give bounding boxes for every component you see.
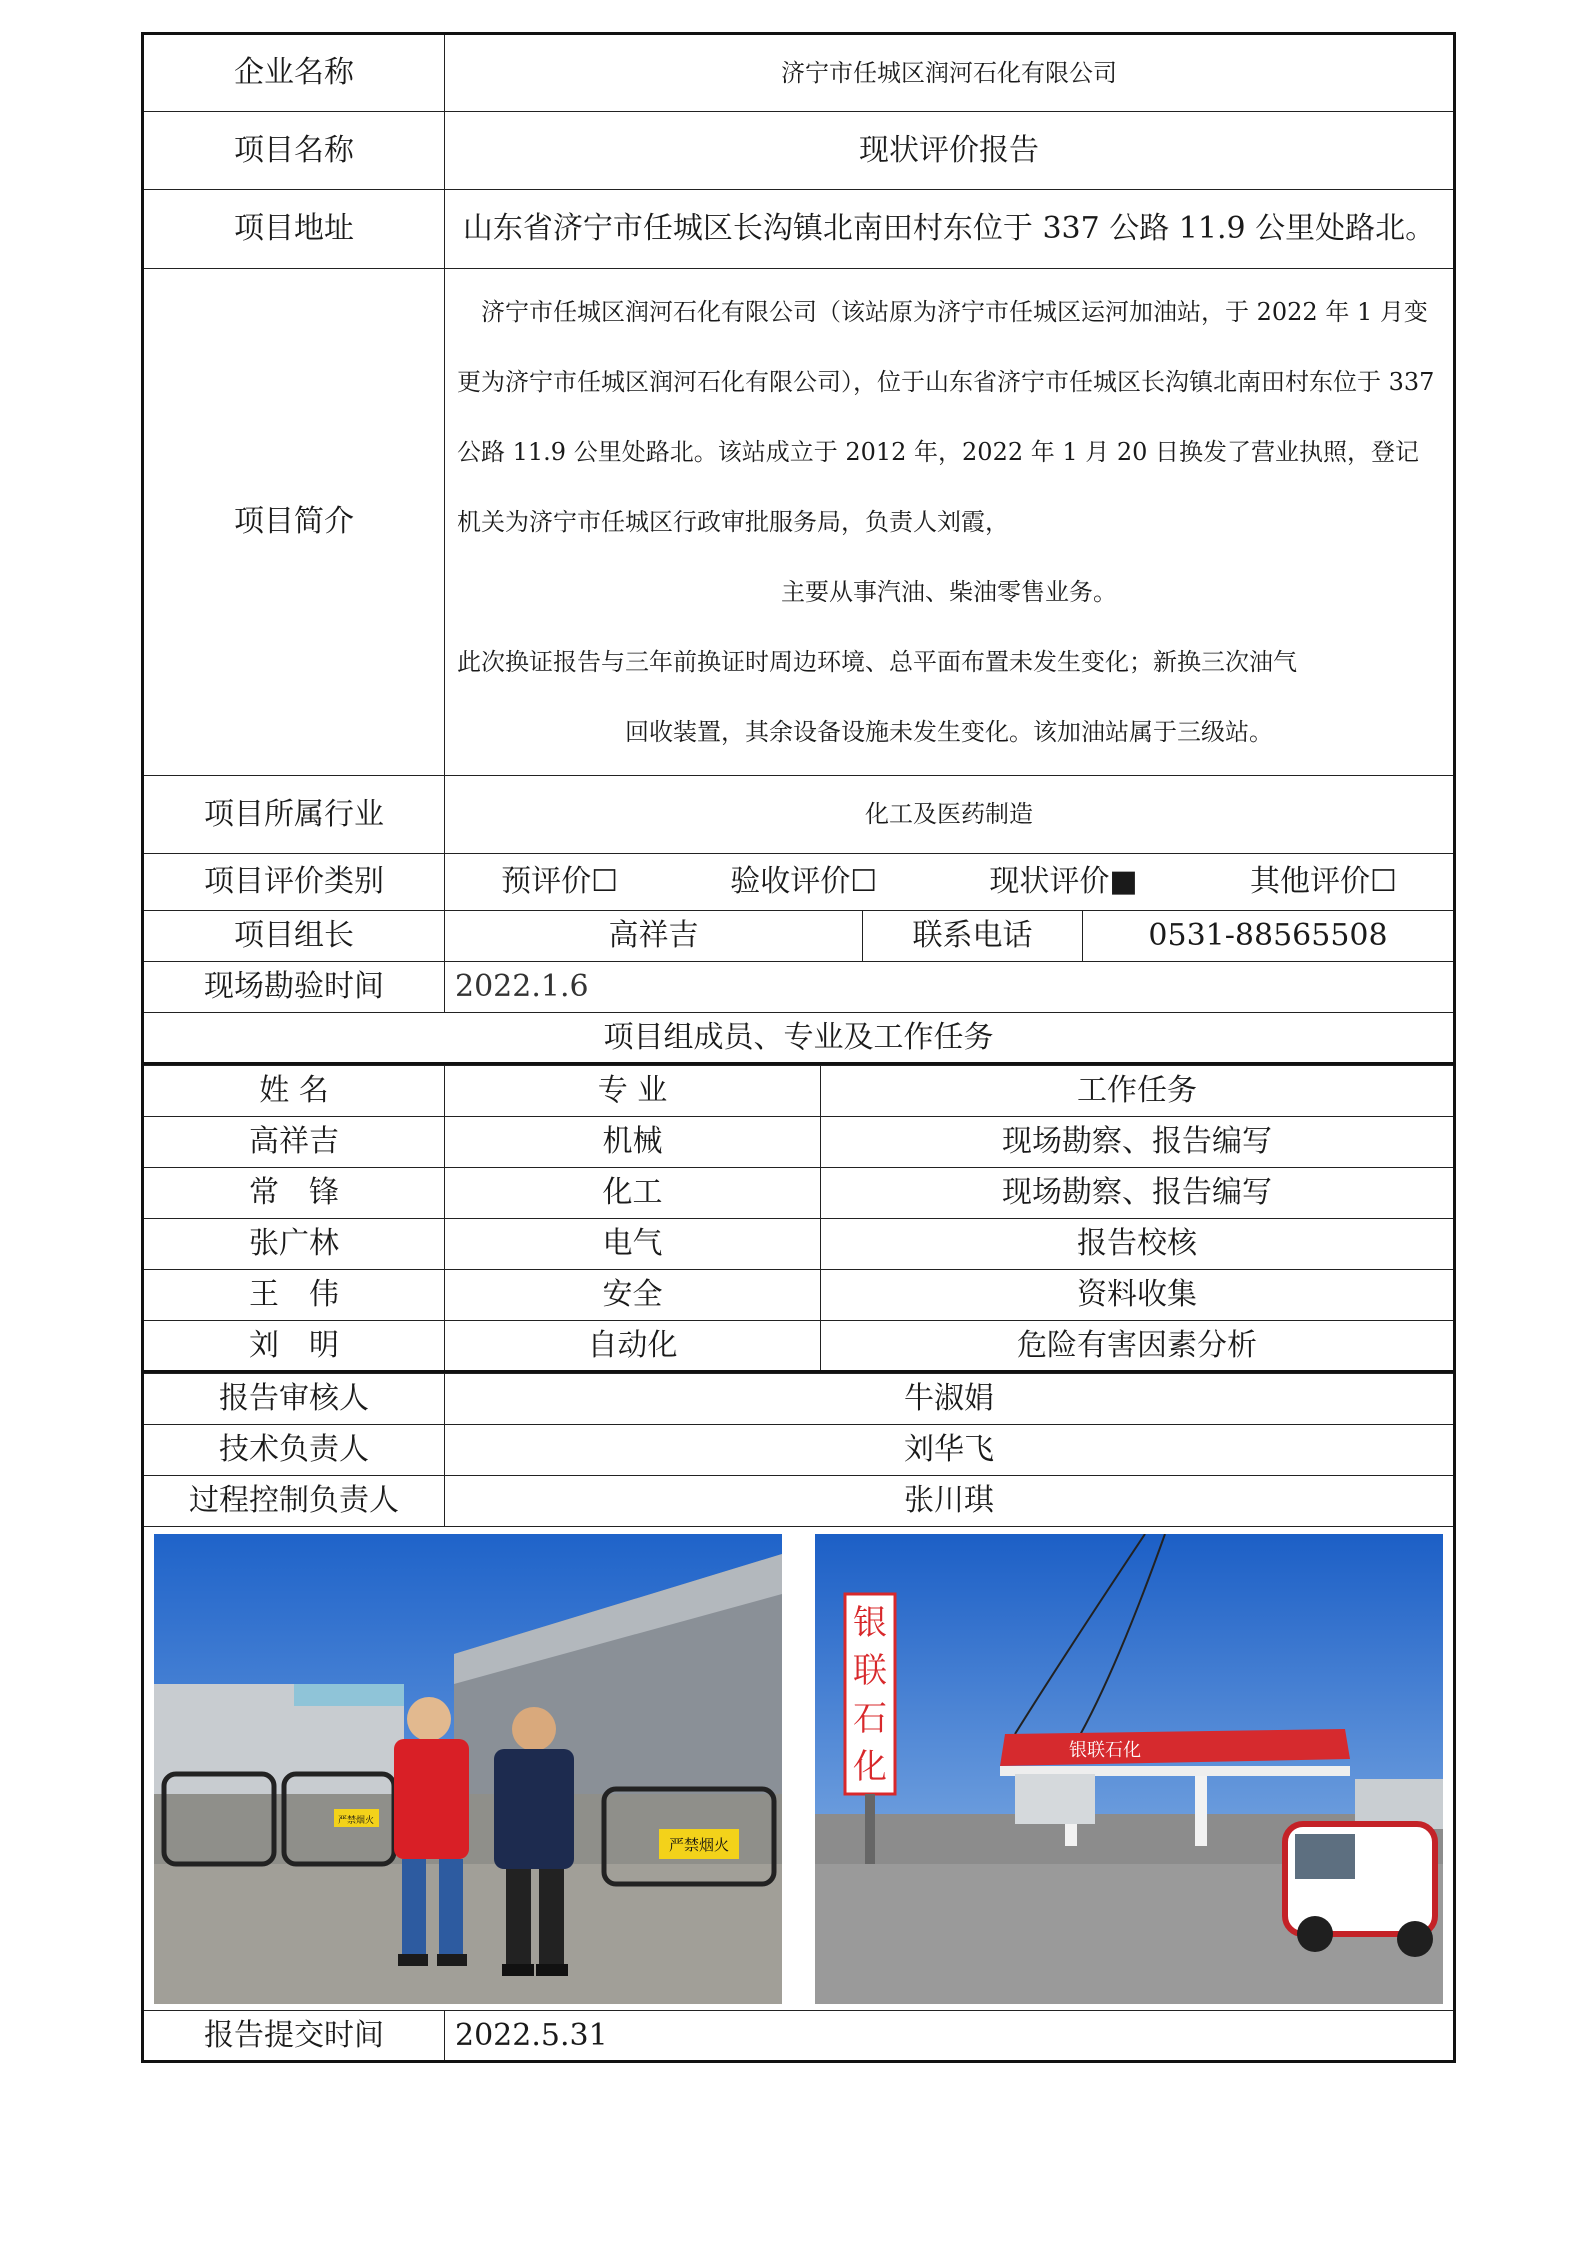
project-label: 项目名称 <box>143 112 445 190</box>
report-sheet <box>141 32 1453 2063</box>
phone-label: 联系电话 <box>863 911 1083 962</box>
header-task: 工作任务 <box>821 1066 1455 1117</box>
row-category <box>143 854 1455 911</box>
row-tech <box>143 1425 1455 1476</box>
process-value: 张川琪 <box>445 1476 1455 1527</box>
company-label: 企业名称 <box>143 34 445 112</box>
member-name: 常 锋 <box>143 1168 445 1219</box>
brand-char: 化 <box>853 1746 887 1787</box>
industry-label: 项目所属行业 <box>143 776 445 854</box>
option-acceptance-evaluation[interactable]: 验收评价☐ <box>730 864 878 899</box>
member-name: 王 伟 <box>143 1270 445 1321</box>
survey-value: 2022.1.6 <box>445 962 1455 1013</box>
option-pre-evaluation[interactable]: 预评价☐ <box>501 864 619 899</box>
members-title: 项目组成员、专业及工作任务 <box>143 1013 1455 1064</box>
site-photo-inspectors <box>154 1534 782 2004</box>
survey-label: 现场勘验时间 <box>143 962 445 1013</box>
row-members-title <box>143 1013 1455 1064</box>
row-address <box>143 190 1455 269</box>
category-label: 项目评价类别 <box>143 854 445 911</box>
row-industry <box>143 776 1455 854</box>
table-row <box>143 1117 1455 1168</box>
table-row <box>143 1321 1455 1372</box>
brand-char: 银 <box>853 1602 887 1643</box>
signoff-table <box>141 1373 1456 2063</box>
row-intro <box>143 269 1455 776</box>
member-major: 自动化 <box>445 1321 821 1372</box>
member-major: 机械 <box>445 1117 821 1168</box>
member-major: 安全 <box>445 1270 821 1321</box>
submit-label: 报告提交时间 <box>143 2011 445 2062</box>
intro-label: 项目简介 <box>143 269 445 776</box>
info-table <box>141 32 1456 1065</box>
brand-char: 联 <box>853 1650 887 1691</box>
intro-para-3: 此次换证报告与三年前换证时周边环境、总平面布置未发生变化；新换三次油气 <box>457 648 1297 676</box>
leader-value: 高祥吉 <box>445 911 863 962</box>
member-name: 刘 明 <box>143 1321 445 1372</box>
industry-value: 化工及医药制造 <box>445 776 1455 854</box>
intro-para-2: 主要从事汽油、柴油零售业务。 <box>781 578 1118 606</box>
submit-value: 2022.5.31 <box>445 2011 1455 2062</box>
reviewer-label: 报告审核人 <box>143 1374 445 1425</box>
member-task: 危险有害因素分析 <box>821 1321 1455 1372</box>
company-value: 济宁市任城区润河石化有限公司 <box>445 34 1455 112</box>
row-submit <box>143 2011 1455 2062</box>
member-major: 电气 <box>445 1219 821 1270</box>
site-photo-gas-station <box>815 1534 1443 2004</box>
row-leader <box>143 911 1455 962</box>
row-survey <box>143 962 1455 1013</box>
process-label: 过程控制负责人 <box>143 1476 445 1527</box>
intro-text <box>445 269 1455 776</box>
member-name: 张广林 <box>143 1219 445 1270</box>
tech-label: 技术负责人 <box>143 1425 445 1476</box>
canopy-text: 银联石化 <box>1069 1739 1141 1761</box>
table-row <box>143 1168 1455 1219</box>
member-task: 现场勘察、报告编写 <box>821 1168 1455 1219</box>
no-smoking-sign-text: 严禁烟火 <box>668 1835 730 1854</box>
table-row <box>143 1219 1455 1270</box>
intro-para-4: 回收装置，其余设备设施未发生变化。该加油站属于三级站。 <box>625 718 1274 746</box>
member-major: 化工 <box>445 1168 821 1219</box>
members-header-row <box>143 1066 1455 1117</box>
option-current-evaluation[interactable]: 现状评价■ <box>989 864 1138 899</box>
row-reviewer <box>143 1374 1455 1425</box>
phone-value: 0531-88565508 <box>1083 911 1455 962</box>
intro-para-1: 济宁市任城区润河石化有限公司（该站原为济宁市任城区运河加油站，于 2022 年 1 月变更为济宁市任城区润河石化有限公司），位于山东省济宁市任城区长沟镇北南田村东位于 337 公路 11.9 公里处路北。该站成立于 2012 年，2022 年 1 月 20 日换发了营业执照，登记机关为济宁市任城区行政审批服务局，负责人刘霞， <box>457 298 1435 536</box>
header-major: 专 业 <box>445 1066 821 1117</box>
table-row <box>143 1270 1455 1321</box>
project-value: 现状评价报告 <box>445 112 1455 190</box>
small-sign-text: 严禁烟火 <box>337 1815 375 1826</box>
member-name: 高祥吉 <box>143 1117 445 1168</box>
member-task: 资料收集 <box>821 1270 1455 1321</box>
option-other-evaluation[interactable]: 其他评价☐ <box>1249 864 1397 899</box>
member-task: 报告校核 <box>821 1219 1455 1270</box>
member-task: 现场勘察、报告编写 <box>821 1117 1455 1168</box>
category-options <box>445 854 1455 911</box>
row-company <box>143 34 1455 112</box>
row-photos <box>143 1527 1455 2011</box>
tech-value: 刘华飞 <box>445 1425 1455 1476</box>
members-table <box>141 1065 1456 1373</box>
address-label: 项目地址 <box>143 190 445 269</box>
brand-char: 石 <box>853 1698 887 1739</box>
row-process <box>143 1476 1455 1527</box>
header-name: 姓 名 <box>143 1066 445 1117</box>
photos-cell <box>143 1527 1455 2011</box>
leader-label: 项目组长 <box>143 911 445 962</box>
row-project <box>143 112 1455 190</box>
reviewer-value: 牛淑娟 <box>445 1374 1455 1425</box>
address-value: 山东省济宁市任城区长沟镇北南田村东位于 337 公路 11.9 公里处路北。 <box>445 190 1455 269</box>
